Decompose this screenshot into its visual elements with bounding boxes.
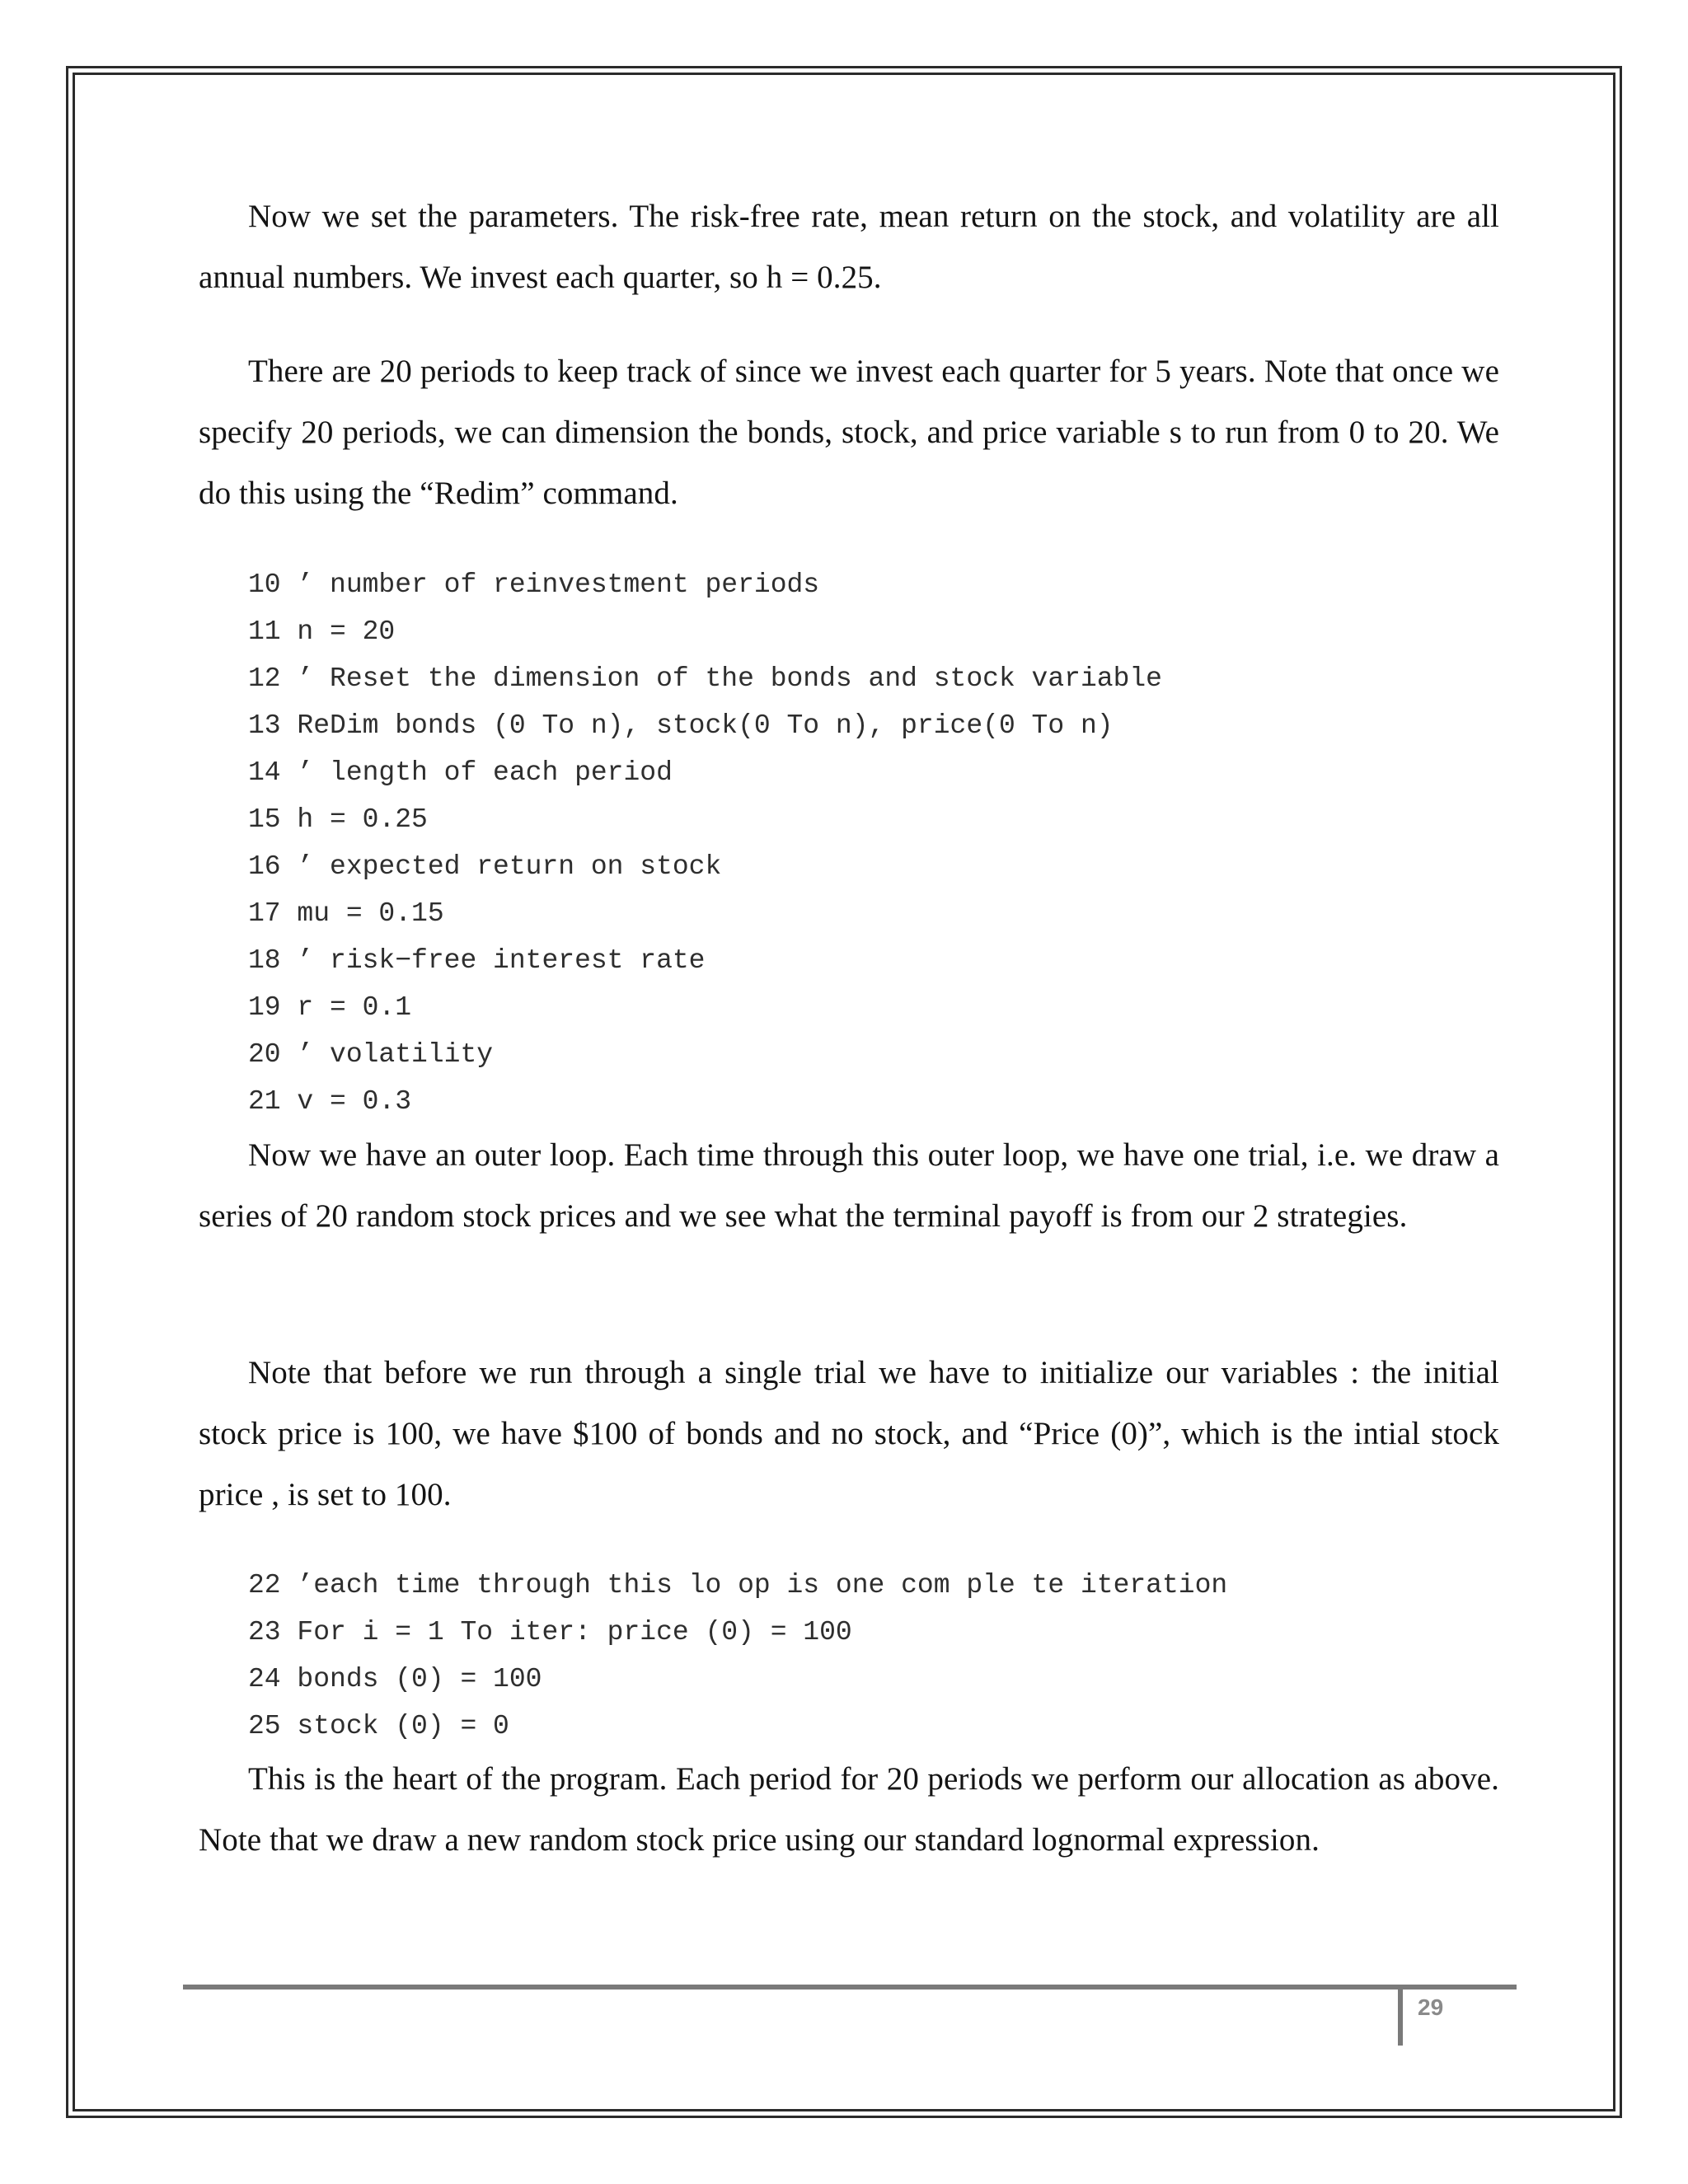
code-line: 19 r = 0.1 [248,992,412,1023]
code-line: 13 ReDim bonds (0 To n), stock(0 To n), price(0 To n) [248,710,1114,741]
code-line: 12 ’ Reset the dimension of the bonds and stock variable [248,663,1162,694]
code-line: 22 ’each time through this lo op is one com ple te iteration [248,1570,1228,1601]
paragraph-initialize: Note that before we run through a single trial we have to initialize our variables : the initial stock price is 100, we have $100 of bonds and no stock, and “Price (0)”, which is the intial stock price , is set to 100. [199,1355,1499,1512]
paragraph-heart-of-program: This is the heart of the program. Each period for 20 periods we perform our allocation as above. Note that we draw a new random stock price using our standard lognormal expression. [199,1761,1499,1858]
code-line: 20 ’ volatility [248,1039,494,1070]
code-line: 16 ’ expected return on stock [248,851,722,882]
code-line: 17 mu = 0.15 [248,898,444,929]
footer-divider [1398,1985,1403,2046]
paragraph-outer-loop: Now we have an outer loop. Each time through this outer loop, we have one trial, i.e. we draw a series of 20 random stock prices and we see what the terminal payoff is from our 2 strategies. [199,1137,1499,1234]
code-line: 23 For i = 1 To iter: price (0) = 100 [248,1617,852,1647]
footer-rule [183,1985,1517,1990]
code-block-loop [248,1562,1227,1750]
code-line: 10 ’ number of reinvestment periods [248,569,820,600]
code-line: 14 ’ length of each period [248,757,673,788]
code-block-parameters [248,561,1162,1125]
page-number: 29 [1418,1994,1444,2020]
paragraph-periods: There are 20 periods to keep track of since we invest each quarter for 5 years. Note that once we specify 20 periods, we can dimension the bonds, stock, and price variable s to run from 0 to 20. We do this using the “Redim” command. [199,354,1499,511]
code-line: 18 ’ risk−free interest rate [248,945,706,976]
code-line: 25 stock (0) = 0 [248,1711,509,1741]
paragraph-parameters: Now we set the parameters. The risk-free rate, mean return on the stock, and volatility are all annual numbers. We invest each quarter, so h = 0.25. [199,199,1499,295]
code-line: 15 h = 0.25 [248,804,428,835]
code-line: 11 n = 20 [248,616,396,647]
code-line: 24 bonds (0) = 100 [248,1664,542,1694]
code-line: 21 v = 0.3 [248,1086,412,1117]
